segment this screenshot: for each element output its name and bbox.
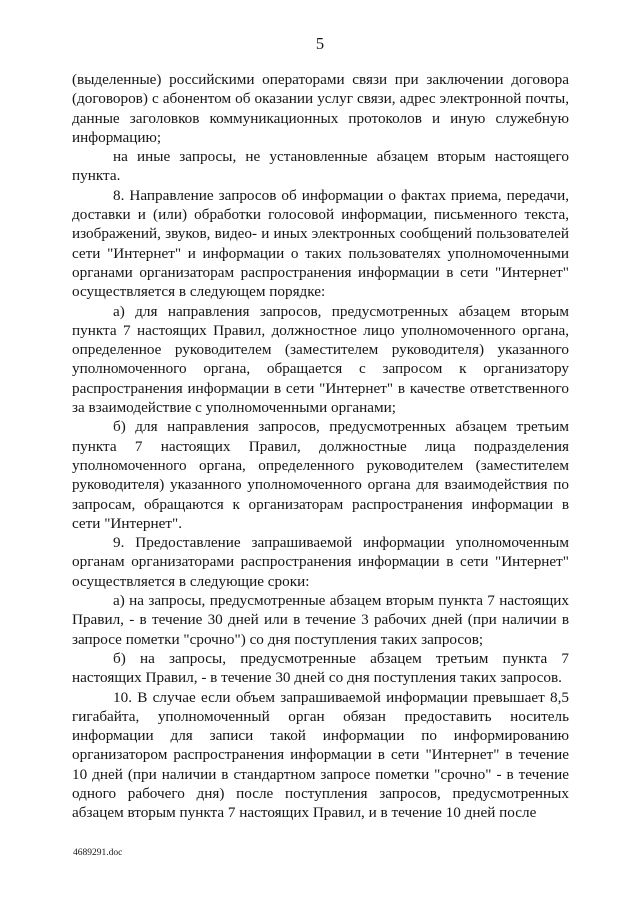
paragraph-other-requests: на иные запросы, не установленные абзацем вторым настоящего пункта. [72,148,569,185]
paragraph-clause-9: 9. Предоставление запрашиваемой информации уполномоченным органам организаторами распространения информации в сети "Интернет" осуществляется в следующие сроки: [72,534,569,590]
paragraph-continuation: (выделенные) российскими операторами связи при заключении договора (договоров) с абонентом об оказании услуг связи, адрес электронной почты, данные заголовков коммуникационных протоколов и иную служебную информацию; [72,71,569,146]
page-number: 5 [315,34,325,53]
paragraph-clause-8a: а) для направления запросов, предусмотренных абзацем вторым пункта 7 настоящих Правил, должностное лицо уполномоченного органа, определенное руководителем (заместителем руководителя) указанного уполномоченного органа, обращается с запросом к организатору распространения информации в сети "Интернет" в качестве ответственного за взаимодействие с уполномоченными органами; [72,302,569,417]
footer-filename: 4689291.doc [73,848,123,858]
paragraph-clause-9b: б) на запросы, предусмотренные абзацем третьим пункта 7 настоящих Правил, - в течение 30 дней со дня поступления таких запросов. [72,649,569,687]
paragraph-clause-8: 8. Направление запросов об информации о фактах приема, передачи, доставки и (или) обработки голосовой информации, письменного текста, изображений, звуков, видео- и иных электронных сообщений пользователей сети "Интернет" и информации о таких пользователях уполномоченными органами организаторам распространения информации в сети "Интернет" осуществляется в следующем порядке: [72,186,569,301]
paragraph-clause-8b: б) для направления запросов, предусмотренных абзацем третьим пункта 7 настоящих Правил, должностные лица подразделения уполномоченного органа, определенного руководителем (заместителем руководителя) указанного уполномоченного органа для взаимодействия по запросам, обращаются к организаторам распространения информации в сети "Интернет". [72,418,569,532]
document-body [72,70,569,823]
paragraph-clause-9a: а) на запросы, предусмотренные абзацем вторым пункта 7 настоящих Правил, - в течение 30 дней или в течение 3 рабочих дней (при наличии в запросе пометки "срочно") со дня поступления таких запросов; [72,592,569,648]
paragraph-clause-10: 10. В случае если объем запрашиваемой информации превышает 8,5 гигабайта, уполномоченный орган обязан предоставить носитель информации для записи такой информации по информированию организатором распространения информации в сети "Интернет" в течение 10 дней (при наличии в стандартном запросе пометки "срочно" - в течение одного рабочего дня) после поступления запросов, предусмотренных абзацем вторым пункта 7 настоящих Правил, и в течение 10 дней после [72,688,569,822]
